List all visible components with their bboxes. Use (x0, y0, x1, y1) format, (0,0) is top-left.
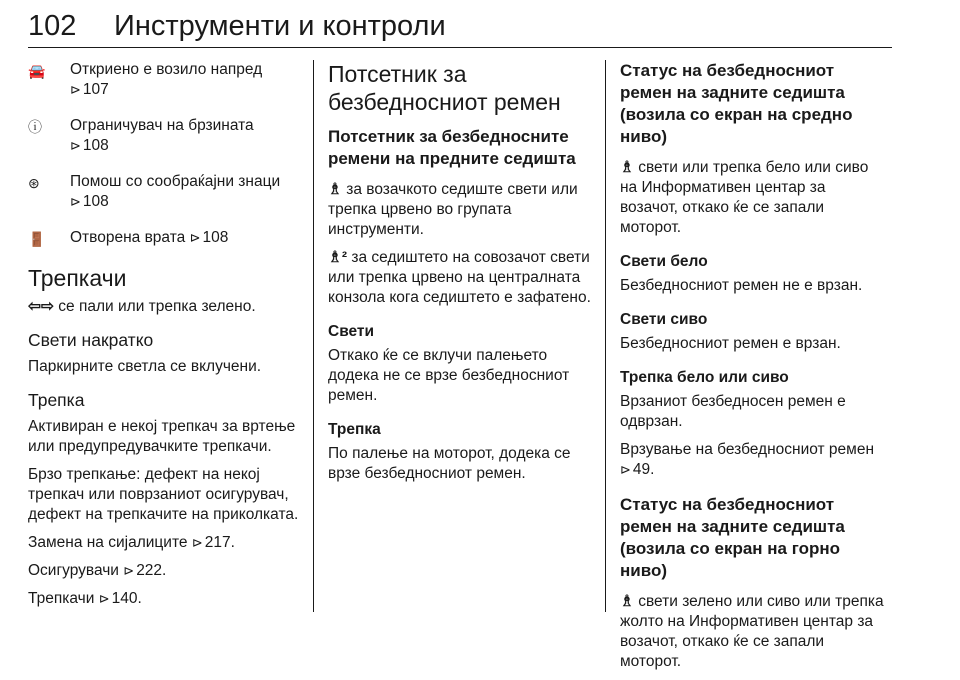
paragraph: Осигурувачи ⊳ 222. (28, 562, 167, 579)
column-divider (313, 60, 314, 612)
paragraph: Безбедносниот ремен не е врзан. (620, 277, 863, 294)
list-item: ⓘ Ограничувач на брзината ⊳ 108 (28, 116, 304, 156)
page-reference[interactable]: ⊳ 108 (70, 193, 109, 210)
subsection-heading: Свети бело (620, 253, 708, 270)
subsection-heading: Свети накратко (28, 330, 154, 350)
page-reference[interactable]: ⊳ 107 (70, 81, 109, 98)
paragraph: ♗² за седиштето на совозачот свети или трепка црвено на централната конзола кога седиштето е зафатено. (328, 249, 591, 306)
page-reference[interactable]: ⊳ 108 (70, 137, 109, 154)
paragraph: ♗ за возачкото седиште свети или трепка црвено во групата инструменти. (328, 181, 578, 238)
page-reference[interactable]: ⊳ 140. (98, 590, 142, 607)
section-heading: Статус на безбедносниот ремен на задните седишта (возила со екран на средно ниво) (620, 61, 853, 146)
paragraph: Брзо трепкање: дефект на некој трепкач или поврзаниот осигурувач, дефект на трепкачите на приколката. (28, 466, 299, 523)
subsection-heading: Свети (328, 323, 375, 340)
paragraph: ♗ свети зелено или сиво или трепка жолто на Информативен центар за возачот, откако ќе се запали моторот. (620, 593, 884, 670)
paragraph: ⇦⇨ се пали или трепка зелено. (28, 298, 256, 315)
page-reference[interactable]: ⊳ 49. (620, 461, 655, 478)
section-heading: Потсетник за безбедносниот ремен (328, 61, 561, 115)
header-rule (28, 47, 892, 48)
paragraph: Трепкачи ⊳ 140. (28, 590, 142, 607)
column-left (28, 60, 304, 617)
section-heading: Статус на безбедносниот ремен на задните седишта (возила со екран на горно ниво) (620, 495, 845, 580)
traffic-sign-icon: ⊛ (28, 175, 40, 191)
chapter-title: Инструменти и контроли (114, 10, 446, 42)
section-heading: Трепкачи (28, 265, 127, 291)
list-item: 🚘 Откриено е возило напред ⊳ 107 (28, 60, 304, 100)
page-reference[interactable]: ⊳ 222. (123, 562, 167, 579)
paragraph: Паркирните светла се вклучени. (28, 358, 262, 375)
subsection-heading: Потсетник за безбедносните ремени на предните седишта (328, 127, 576, 168)
list-item: ⊛ Помош со сообраќајни знаци ⊳ 108 (28, 172, 304, 212)
column-middle (328, 60, 594, 492)
list-item: 🚪 Отворена врата ⊳ 108 (28, 229, 229, 247)
column-divider (605, 60, 606, 612)
subsection-heading: Трепка бело или сиво (620, 369, 789, 386)
paragraph: Замена на сијалиците ⊳ 217. (28, 534, 235, 551)
column-right (620, 60, 886, 680)
paragraph: ♗ свети или трепка бело или сиво на Информативен центар за возачот, откако ќе се запали моторот. (620, 159, 869, 236)
vehicle-ahead-icon: 🚘 (28, 63, 46, 79)
open-door-icon: 🚪 (28, 231, 46, 247)
paragraph: Активиран е некој трепкач за вртење или предупредувачките трепкачи. (28, 418, 296, 455)
turn-signal-icon: ⇦⇨ (28, 298, 54, 315)
paragraph: Врзаниот безбедносен ремен е одврзан. (620, 393, 846, 430)
page-reference[interactable]: ⊳ 108 (189, 229, 229, 246)
seatbelt-icon: ♗ (620, 159, 634, 176)
subsection-heading: Трепка (328, 421, 381, 438)
seatbelt-passenger-icon: ♗² (328, 249, 348, 266)
subsection-heading: Свети сиво (620, 311, 708, 328)
paragraph: Откако ќе се вклучи палењето додека не се врзе безбедносниот ремен. (328, 347, 570, 404)
page-reference[interactable]: ⊳ 217. (191, 534, 235, 551)
speed-limiter-icon: ⓘ (28, 119, 42, 135)
page-number: 102 (28, 10, 77, 42)
subsection-heading: Трепка (28, 390, 85, 410)
seatbelt-icon: ♗ (328, 181, 342, 198)
paragraph: Безбедносниот ремен е врзан. (620, 335, 841, 352)
paragraph: Врзување на безбедносниот ремен ⊳ 49. (620, 441, 875, 478)
page-header (0, 0, 960, 52)
paragraph: По палење на моторот, додека се врзе безбедносниот ремен. (328, 445, 571, 482)
seatbelt-icon: ♗ (620, 593, 634, 610)
